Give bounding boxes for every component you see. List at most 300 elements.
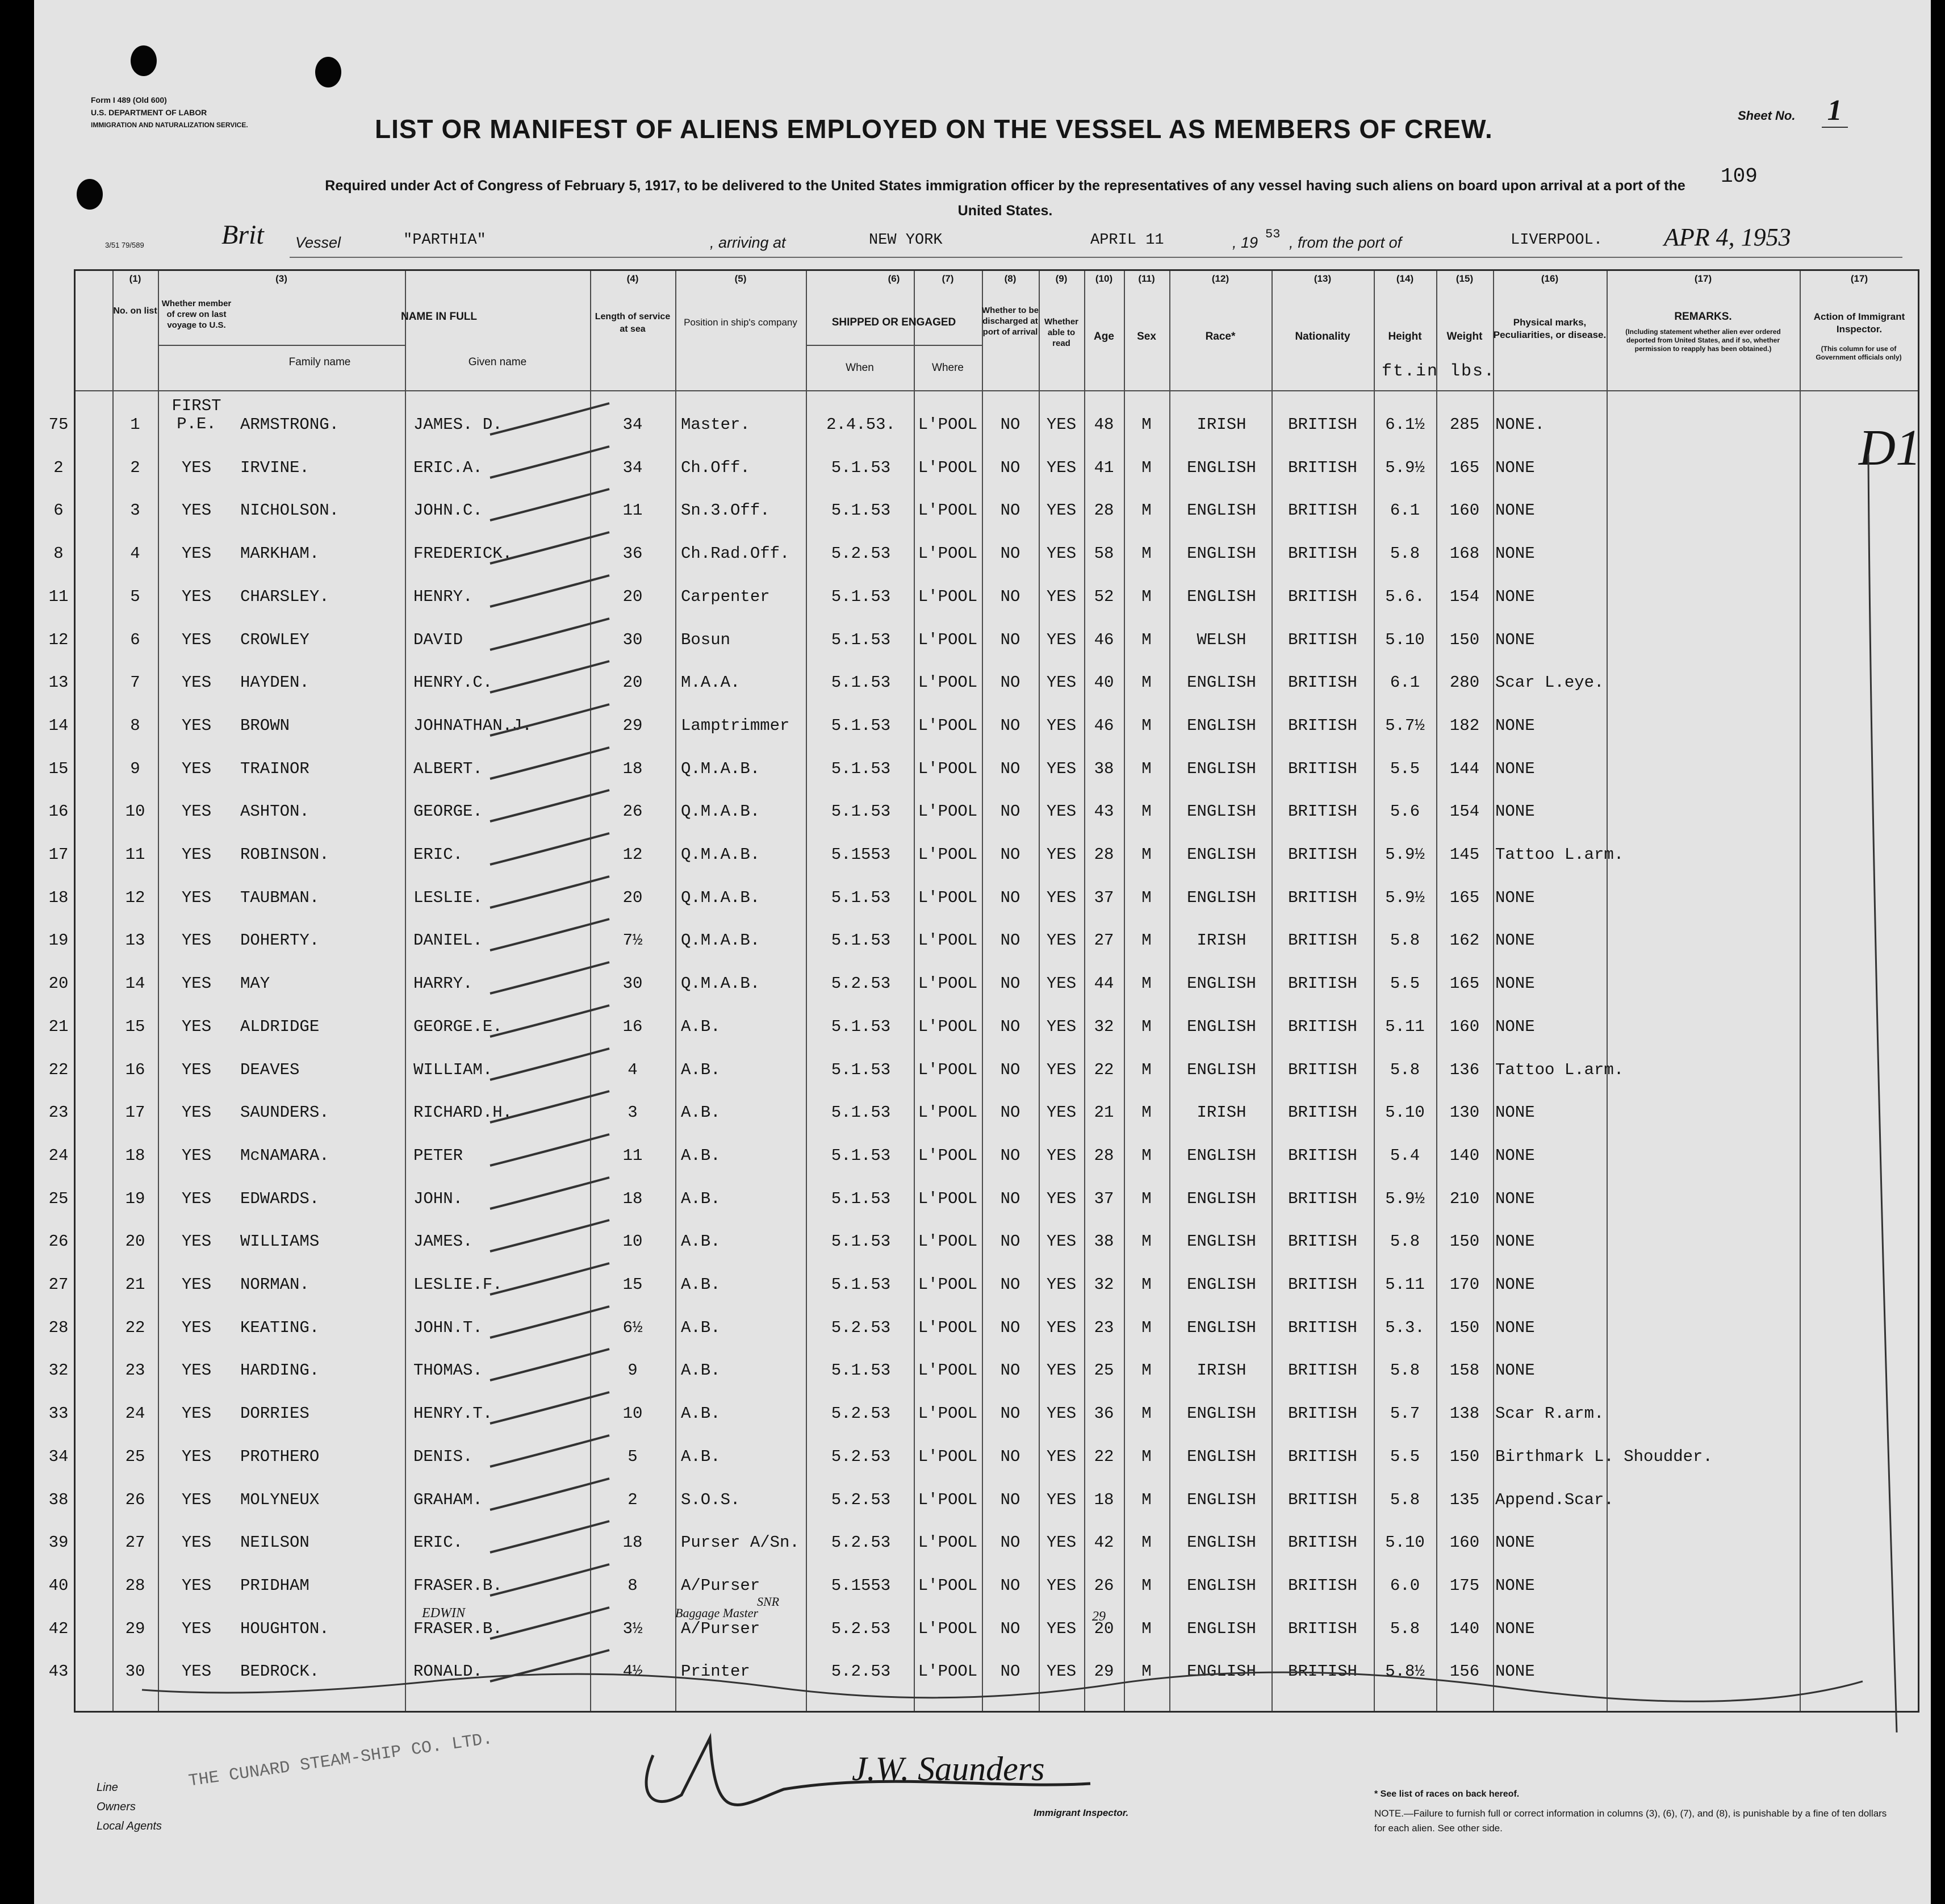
cell-race: ENGLISH bbox=[1187, 1017, 1256, 1036]
cell-age: 41 bbox=[1094, 458, 1114, 477]
cell-margin: 11 bbox=[48, 587, 69, 606]
form-number: Form I 489 (Old 600) bbox=[91, 95, 167, 105]
cell-disch: NO bbox=[1000, 501, 1020, 520]
cell-weight: 160 bbox=[1449, 1533, 1480, 1552]
cell-family: SAUNDERS. bbox=[240, 1103, 329, 1122]
cell-marks: NONE bbox=[1495, 1662, 1535, 1681]
cell-height: 5.7 bbox=[1390, 1404, 1420, 1423]
cell-age: 25 bbox=[1094, 1361, 1114, 1380]
cell-no: 1 bbox=[130, 415, 140, 434]
cell-when: 5.1.53 bbox=[831, 802, 891, 821]
cell-when: 5.2.53 bbox=[831, 1318, 891, 1337]
cell-nat: BRITISH bbox=[1288, 1017, 1357, 1036]
cell-race: ENGLISH bbox=[1187, 1404, 1256, 1423]
cell-length: 8 bbox=[628, 1576, 638, 1595]
cell-age: 52 bbox=[1094, 587, 1114, 606]
cell-weight: 210 bbox=[1449, 1189, 1480, 1208]
cell-length: 34 bbox=[622, 458, 643, 477]
cell-where: L'POOL bbox=[918, 974, 978, 993]
cell-read: YES bbox=[1046, 673, 1077, 692]
cell-race: ENGLISH bbox=[1187, 1060, 1256, 1079]
race-note: * See list of races on back hereof. bbox=[1374, 1789, 1520, 1799]
col-remarks-header: REMARKS. bbox=[1674, 311, 1732, 323]
cell-height: 5.8½ bbox=[1385, 1662, 1425, 1681]
cell-disch: NO bbox=[1000, 974, 1020, 993]
cell-disch: NO bbox=[1000, 630, 1020, 649]
cell-position: A.B. bbox=[681, 1404, 721, 1423]
units-label: ft.in lbs. bbox=[1382, 362, 1496, 381]
cell-length: 11 bbox=[622, 1146, 643, 1165]
cell-sex: M bbox=[1141, 587, 1152, 606]
cell-race: ENGLISH bbox=[1187, 1447, 1256, 1466]
snr-annotation: SNR bbox=[757, 1594, 780, 1609]
cell-family: CROWLEY bbox=[240, 630, 309, 649]
col-given-header: Given name bbox=[468, 356, 527, 368]
footer-labels bbox=[97, 1778, 162, 1836]
cell-no: 9 bbox=[130, 759, 140, 778]
cell-read: YES bbox=[1046, 759, 1077, 778]
cell-nat: BRITISH bbox=[1288, 1189, 1357, 1208]
cell-height: 6.1 bbox=[1390, 501, 1420, 520]
col-name-header: NAME IN FULL bbox=[400, 311, 478, 323]
col-read-header: Whether able to read bbox=[1044, 317, 1078, 348]
cell-length: 3 bbox=[628, 1103, 638, 1122]
cell-given: JOHNATHAN.J. bbox=[413, 716, 532, 735]
cell-where: L'POOL bbox=[918, 1318, 978, 1337]
cell-disch: NO bbox=[1000, 587, 1020, 606]
cell-family: EDWARDS. bbox=[240, 1189, 320, 1208]
cell-last: YES bbox=[181, 501, 212, 520]
cell-no: 25 bbox=[125, 1447, 145, 1466]
cell-marks: NONE bbox=[1495, 888, 1535, 907]
cell-family: BROWN bbox=[240, 716, 290, 735]
cell-marks: NONE bbox=[1495, 716, 1535, 735]
cell-sex: M bbox=[1141, 974, 1152, 993]
cell-margin: 40 bbox=[48, 1576, 69, 1595]
cell-read: YES bbox=[1046, 1361, 1077, 1380]
cell-where: L'POOL bbox=[918, 415, 978, 434]
cell-marks: NONE bbox=[1495, 1146, 1535, 1165]
cell-race: IRISH bbox=[1197, 415, 1247, 434]
cell-age: 22 bbox=[1094, 1060, 1114, 1079]
cell-when: 5.1.53 bbox=[831, 458, 891, 477]
cell-where: L'POOL bbox=[918, 1017, 978, 1036]
cell-family: ALDRIDGE bbox=[240, 1017, 320, 1036]
cell-age: 23 bbox=[1094, 1318, 1114, 1337]
cell-last: YES bbox=[181, 1576, 212, 1595]
cell-weight: 135 bbox=[1449, 1490, 1480, 1509]
cell-given: RICHARD.H. bbox=[413, 1103, 513, 1122]
cell-when: 5.1.53 bbox=[831, 931, 891, 950]
cell-marks: NONE bbox=[1495, 1619, 1535, 1638]
cell-marks: NONE bbox=[1495, 1017, 1535, 1036]
cell-race: ENGLISH bbox=[1187, 1619, 1256, 1638]
cell-race: ENGLISH bbox=[1187, 1576, 1256, 1595]
cell-height: 5.10 bbox=[1385, 630, 1425, 649]
cell-race: WELSH bbox=[1197, 630, 1247, 649]
cell-given: FRASER.B. bbox=[413, 1576, 503, 1595]
cell-length: 2 bbox=[628, 1490, 638, 1509]
cell-margin: 26 bbox=[48, 1232, 69, 1251]
cell-race: ENGLISH bbox=[1187, 716, 1256, 735]
cell-where: L'POOL bbox=[918, 845, 978, 864]
cell-marks: NONE bbox=[1495, 1189, 1535, 1208]
cell-age: 18 bbox=[1094, 1490, 1114, 1509]
col-race-header: Race* bbox=[1205, 331, 1236, 343]
cell-race: ENGLISH bbox=[1187, 974, 1256, 993]
cell-where: L'POOL bbox=[918, 1275, 978, 1294]
cell-disch: NO bbox=[1000, 1017, 1020, 1036]
cell-no: 20 bbox=[125, 1232, 145, 1251]
cell-height: 5.6 bbox=[1390, 802, 1420, 821]
cell-margin: 8 bbox=[53, 544, 64, 563]
cell-sex: M bbox=[1141, 802, 1152, 821]
cell-margin: 13 bbox=[48, 673, 69, 692]
cell-weight: 175 bbox=[1449, 1576, 1480, 1595]
cell-last: YES bbox=[181, 1490, 212, 1509]
cell-length: 18 bbox=[622, 1189, 643, 1208]
cell-no: 22 bbox=[125, 1318, 145, 1337]
cell-age: 27 bbox=[1094, 931, 1114, 950]
cell-race: ENGLISH bbox=[1187, 759, 1256, 778]
cell-disch: NO bbox=[1000, 1576, 1020, 1595]
cell-family: NORMAN. bbox=[240, 1275, 309, 1294]
cell-race: ENGLISH bbox=[1187, 1662, 1256, 1681]
cell-position: A.B. bbox=[681, 1318, 721, 1337]
cell-age: 29 bbox=[1094, 1662, 1114, 1681]
cell-where: L'POOL bbox=[918, 630, 978, 649]
cell-disch: NO bbox=[1000, 415, 1020, 434]
cell-no: 17 bbox=[125, 1103, 145, 1122]
cell-when: 5.1.53 bbox=[831, 673, 891, 692]
cell-family: HAYDEN. bbox=[240, 673, 309, 692]
cell-age: 42 bbox=[1094, 1533, 1114, 1552]
cell-family: NEILSON bbox=[240, 1533, 309, 1552]
cell-marks: NONE bbox=[1495, 587, 1535, 606]
cell-family: BEDROCK. bbox=[240, 1662, 320, 1681]
cell-nat: BRITISH bbox=[1288, 974, 1357, 993]
col-shipped-header: SHIPPED OR ENGAGED bbox=[831, 316, 956, 328]
cell-weight: 160 bbox=[1449, 1017, 1480, 1036]
col-marks-header: Physical marks, Peculiarities, or disease. bbox=[1493, 317, 1607, 340]
col-action-header: Action of Immigrant Inspector. bbox=[1813, 311, 1905, 335]
cell-age: 21 bbox=[1094, 1103, 1114, 1122]
cell-family: DOHERTY. bbox=[240, 931, 320, 950]
cell-when: 5.1.53 bbox=[831, 630, 891, 649]
cell-weight: 150 bbox=[1449, 1318, 1480, 1337]
col-nationality-header: Nationality bbox=[1295, 331, 1350, 343]
cell-race: ENGLISH bbox=[1187, 587, 1256, 606]
cell-marks: NONE bbox=[1495, 1232, 1535, 1251]
cell-weight: 165 bbox=[1449, 888, 1480, 907]
cell-no: 10 bbox=[125, 802, 145, 821]
cell-where: L'POOL bbox=[918, 1404, 978, 1423]
cell-last: YES bbox=[181, 1232, 212, 1251]
cell-read: YES bbox=[1046, 931, 1077, 950]
cell-family: PRIDHAM bbox=[240, 1576, 309, 1595]
cell-when: 5.1.53 bbox=[831, 587, 891, 606]
cell-age: 38 bbox=[1094, 1232, 1114, 1251]
cell-margin: 23 bbox=[48, 1103, 69, 1122]
cell-when: 5.2.53 bbox=[831, 544, 891, 563]
cell-age: 28 bbox=[1094, 501, 1114, 520]
col-remarks-note: (Including statement whether alien ever ordered deported from United States, and if so, whether permission to reapply has been obtained.) bbox=[1625, 328, 1781, 353]
cell-marks: Scar R.arm. bbox=[1495, 1404, 1604, 1423]
cell-position: Q.M.A.B. bbox=[681, 802, 760, 821]
cell-family: MAY bbox=[240, 974, 270, 993]
cell-race: ENGLISH bbox=[1187, 845, 1256, 864]
cell-last: YES bbox=[181, 759, 212, 778]
cell-last: YES bbox=[181, 974, 212, 993]
cell-when: 5.1.53 bbox=[831, 1103, 891, 1122]
cell-marks: NONE bbox=[1495, 974, 1535, 993]
cell-disch: NO bbox=[1000, 1232, 1020, 1251]
cell-given: LESLIE. bbox=[413, 888, 483, 907]
cell-position: Q.M.A.B. bbox=[681, 931, 760, 950]
cell-position: Sn.3.Off. bbox=[681, 501, 770, 520]
cell-length: 20 bbox=[622, 888, 643, 907]
cell-margin: 21 bbox=[48, 1017, 69, 1036]
handwritten-date: APR 4, 1953 bbox=[1664, 223, 1791, 251]
cell-position: A/Purser bbox=[681, 1576, 760, 1595]
cell-marks: Append.Scar. bbox=[1495, 1490, 1614, 1509]
cell-length: 10 bbox=[622, 1404, 643, 1423]
cell-margin: 39 bbox=[48, 1533, 69, 1552]
cell-when: 5.2.53 bbox=[831, 1490, 891, 1509]
cell-family: MARKHAM. bbox=[240, 544, 320, 563]
cell-length: 30 bbox=[622, 630, 643, 649]
cell-disch: NO bbox=[1000, 1318, 1020, 1337]
cell-sex: M bbox=[1141, 1662, 1152, 1681]
col-when-header: When bbox=[846, 362, 874, 374]
cell-weight: 140 bbox=[1449, 1146, 1480, 1165]
cell-when: 5.2.53 bbox=[831, 1404, 891, 1423]
col-action-note: (This column for use of Government officials only) bbox=[1816, 345, 1902, 361]
cell-age: 37 bbox=[1094, 888, 1114, 907]
cell-marks: NONE bbox=[1495, 501, 1535, 520]
cell-weight: 150 bbox=[1449, 630, 1480, 649]
cell-sex: M bbox=[1141, 1189, 1152, 1208]
cell-last: FIRST P.E. bbox=[172, 396, 221, 433]
cell-last: YES bbox=[181, 1146, 212, 1165]
cell-nat: BRITISH bbox=[1288, 415, 1357, 434]
cell-given: DENIS. bbox=[413, 1447, 473, 1466]
cell-nat: BRITISH bbox=[1288, 716, 1357, 735]
cell-no: 11 bbox=[125, 845, 145, 864]
cell-nat: BRITISH bbox=[1288, 458, 1357, 477]
cell-no: 23 bbox=[125, 1361, 145, 1380]
cell-margin: 34 bbox=[48, 1447, 69, 1466]
cell-when: 5.1553 bbox=[831, 845, 891, 864]
cell-given: GEORGE. bbox=[413, 802, 483, 821]
cell-height: 5.6. bbox=[1385, 587, 1425, 606]
sheet-value: 1 bbox=[1822, 94, 1848, 128]
cell-disch: NO bbox=[1000, 1447, 1020, 1466]
cell-sex: M bbox=[1141, 1060, 1152, 1079]
cell-nat: BRITISH bbox=[1288, 759, 1357, 778]
cell-family: McNAMARA. bbox=[240, 1146, 329, 1165]
cell-margin: 20 bbox=[48, 974, 69, 993]
cell-age: 58 bbox=[1094, 544, 1114, 563]
cell-given: ALBERT. bbox=[413, 759, 483, 778]
cell-disch: NO bbox=[1000, 1662, 1020, 1681]
vessel-name: "PARTHIA" bbox=[403, 232, 486, 249]
col-height-header: Height bbox=[1388, 331, 1422, 343]
cell-position: A.B. bbox=[681, 1275, 721, 1294]
cell-where: L'POOL bbox=[918, 1533, 978, 1552]
cell-given: ERIC.A. bbox=[413, 458, 483, 477]
cell-disch: NO bbox=[1000, 716, 1020, 735]
cell-age: 37 bbox=[1094, 1189, 1114, 1208]
cell-margin: 28 bbox=[48, 1318, 69, 1337]
cell-position: Q.M.A.B. bbox=[681, 974, 760, 993]
cell-family: MOLYNEUX bbox=[240, 1490, 320, 1509]
cell-given: HENRY. bbox=[413, 587, 473, 606]
cell-position: Purser A/Sn. bbox=[681, 1533, 800, 1552]
cell-nat: BRITISH bbox=[1288, 1447, 1357, 1466]
cell-nat: BRITISH bbox=[1288, 1576, 1357, 1595]
cell-where: L'POOL bbox=[918, 1232, 978, 1251]
cell-height: 5.9½ bbox=[1385, 1189, 1425, 1208]
cell-where: L'POOL bbox=[918, 1361, 978, 1380]
cell-position: Bosun bbox=[681, 630, 731, 649]
cell-read: YES bbox=[1046, 458, 1077, 477]
agents-label: Local Agents bbox=[97, 1820, 162, 1832]
cell-nat: BRITISH bbox=[1288, 587, 1357, 606]
pen-vertical-line bbox=[1868, 454, 1897, 1732]
cell-nat: BRITISH bbox=[1288, 1662, 1357, 1681]
cell-margin: 25 bbox=[48, 1189, 69, 1208]
cell-read: YES bbox=[1046, 845, 1077, 864]
cell-disch: NO bbox=[1000, 888, 1020, 907]
cell-length: 12 bbox=[622, 845, 643, 864]
cell-position: A.B. bbox=[681, 1447, 721, 1466]
cell-age: 32 bbox=[1094, 1017, 1114, 1036]
inspector-signature: J.W. Saunders bbox=[852, 1750, 1045, 1788]
cunard-stamp: THE CUNARD STEAM-SHIP CO. LTD. bbox=[187, 1729, 494, 1792]
arrival-port: NEW YORK bbox=[869, 232, 943, 249]
cell-family: ROBINSON. bbox=[240, 845, 329, 864]
cell-given: HENRY.T. bbox=[413, 1404, 493, 1423]
cell-read: YES bbox=[1046, 1232, 1077, 1251]
cell-given: HARRY. bbox=[413, 974, 473, 993]
cell-last: YES bbox=[181, 888, 212, 907]
cell-family: PROTHERO bbox=[240, 1447, 320, 1466]
cell-no: 28 bbox=[125, 1576, 145, 1595]
cell-when: 5.2.53 bbox=[831, 1619, 891, 1638]
cell-when: 5.1.53 bbox=[831, 501, 891, 520]
cell-marks: NONE bbox=[1495, 1318, 1535, 1337]
cell-read: YES bbox=[1046, 888, 1077, 907]
cell-margin: 24 bbox=[48, 1146, 69, 1165]
cell-given: DAVID bbox=[413, 630, 463, 649]
cell-height: 5.10 bbox=[1385, 1103, 1425, 1122]
cell-race: ENGLISH bbox=[1187, 1533, 1256, 1552]
cell-when: 5.2.53 bbox=[831, 1447, 891, 1466]
service: IMMIGRATION AND NATURALIZATION SERVICE. bbox=[91, 121, 248, 129]
cell-last: YES bbox=[181, 1533, 212, 1552]
pen-underline bbox=[142, 1672, 1863, 1701]
cell-race: ENGLISH bbox=[1187, 501, 1256, 520]
cell-marks: Birthmark L. Shoudder. bbox=[1495, 1447, 1713, 1466]
cell-race: ENGLISH bbox=[1187, 544, 1256, 563]
cell-race: ENGLISH bbox=[1187, 1318, 1256, 1337]
cell-length: 18 bbox=[622, 759, 643, 778]
cell-margin: 22 bbox=[48, 1060, 69, 1079]
cell-age: 43 bbox=[1094, 802, 1114, 821]
cell-when: 5.1553 bbox=[831, 1576, 891, 1595]
cell-age: 36 bbox=[1094, 1404, 1114, 1423]
cell-height: 5.8 bbox=[1390, 1490, 1420, 1509]
cell-position: A.B. bbox=[681, 1232, 721, 1251]
cell-family: ASHTON. bbox=[240, 802, 309, 821]
cell-no: 3 bbox=[130, 501, 140, 520]
cell-sex: M bbox=[1141, 458, 1152, 477]
inspector-label: Immigrant Inspector. bbox=[1034, 1807, 1129, 1818]
cell-last: YES bbox=[181, 1361, 212, 1380]
cell-sex: M bbox=[1141, 501, 1152, 520]
cell-last: YES bbox=[181, 1103, 212, 1122]
cell-family: HOUGHTON. bbox=[240, 1619, 329, 1638]
cell-nat: BRITISH bbox=[1288, 845, 1357, 864]
cell-sex: M bbox=[1141, 1404, 1152, 1423]
cell-sex: M bbox=[1141, 1146, 1152, 1165]
voyage-line: Brit Vessel "PARTHIA" , arriving at NEW YORK APRIL 11 , 19 53 , from the port of LIVERPOOL. APR 4, 1953 bbox=[221, 226, 1914, 259]
cell-where: L'POOL bbox=[918, 501, 978, 520]
cell-no: 5 bbox=[130, 587, 140, 606]
cell-weight: 140 bbox=[1449, 1619, 1480, 1638]
cell-height: 6.0 bbox=[1390, 1576, 1420, 1595]
cell-race: ENGLISH bbox=[1187, 802, 1256, 821]
cell-nat: BRITISH bbox=[1288, 802, 1357, 821]
cell-read: YES bbox=[1046, 415, 1077, 434]
cell-where: L'POOL bbox=[918, 1490, 978, 1509]
edwin-annotation: EDWIN bbox=[422, 1606, 465, 1621]
cell-height: 5.9½ bbox=[1385, 458, 1425, 477]
cell-position: Printer bbox=[681, 1662, 750, 1681]
cell-disch: NO bbox=[1000, 458, 1020, 477]
cell-height: 5.8 bbox=[1390, 931, 1420, 950]
cell-length: 18 bbox=[622, 1533, 643, 1552]
cell-height: 5.10 bbox=[1385, 1533, 1425, 1552]
cell-when: 5.1.53 bbox=[831, 1189, 891, 1208]
cell-given: FREDERICK. bbox=[413, 544, 513, 563]
cell-no: 15 bbox=[125, 1017, 145, 1036]
cell-read: YES bbox=[1046, 1619, 1077, 1638]
cell-nat: BRITISH bbox=[1288, 1533, 1357, 1552]
cell-length: 26 bbox=[622, 802, 643, 821]
cell-sex: M bbox=[1141, 415, 1152, 434]
cell-given: RONALD. bbox=[413, 1662, 483, 1681]
cell-last: YES bbox=[181, 1060, 212, 1079]
cell-disch: NO bbox=[1000, 802, 1020, 821]
cell-position: A.B. bbox=[681, 1146, 721, 1165]
cell-read: YES bbox=[1046, 1017, 1077, 1036]
cell-read: YES bbox=[1046, 802, 1077, 821]
action-mark: D1 bbox=[1859, 420, 1921, 476]
cell-where: L'POOL bbox=[918, 1060, 978, 1079]
cell-race: IRISH bbox=[1197, 1103, 1247, 1122]
cell-weight: 136 bbox=[1449, 1060, 1480, 1079]
cell-marks: NONE bbox=[1495, 1103, 1535, 1122]
cell-family: CHARSLEY. bbox=[240, 587, 329, 606]
cell-length: 11 bbox=[622, 501, 643, 520]
cell-marks: NONE bbox=[1495, 802, 1535, 821]
cell-when: 5.2.53 bbox=[831, 1533, 891, 1552]
cell-when: 5.1.53 bbox=[831, 1275, 891, 1294]
cell-disch: NO bbox=[1000, 544, 1020, 563]
cell-sex: M bbox=[1141, 931, 1152, 950]
